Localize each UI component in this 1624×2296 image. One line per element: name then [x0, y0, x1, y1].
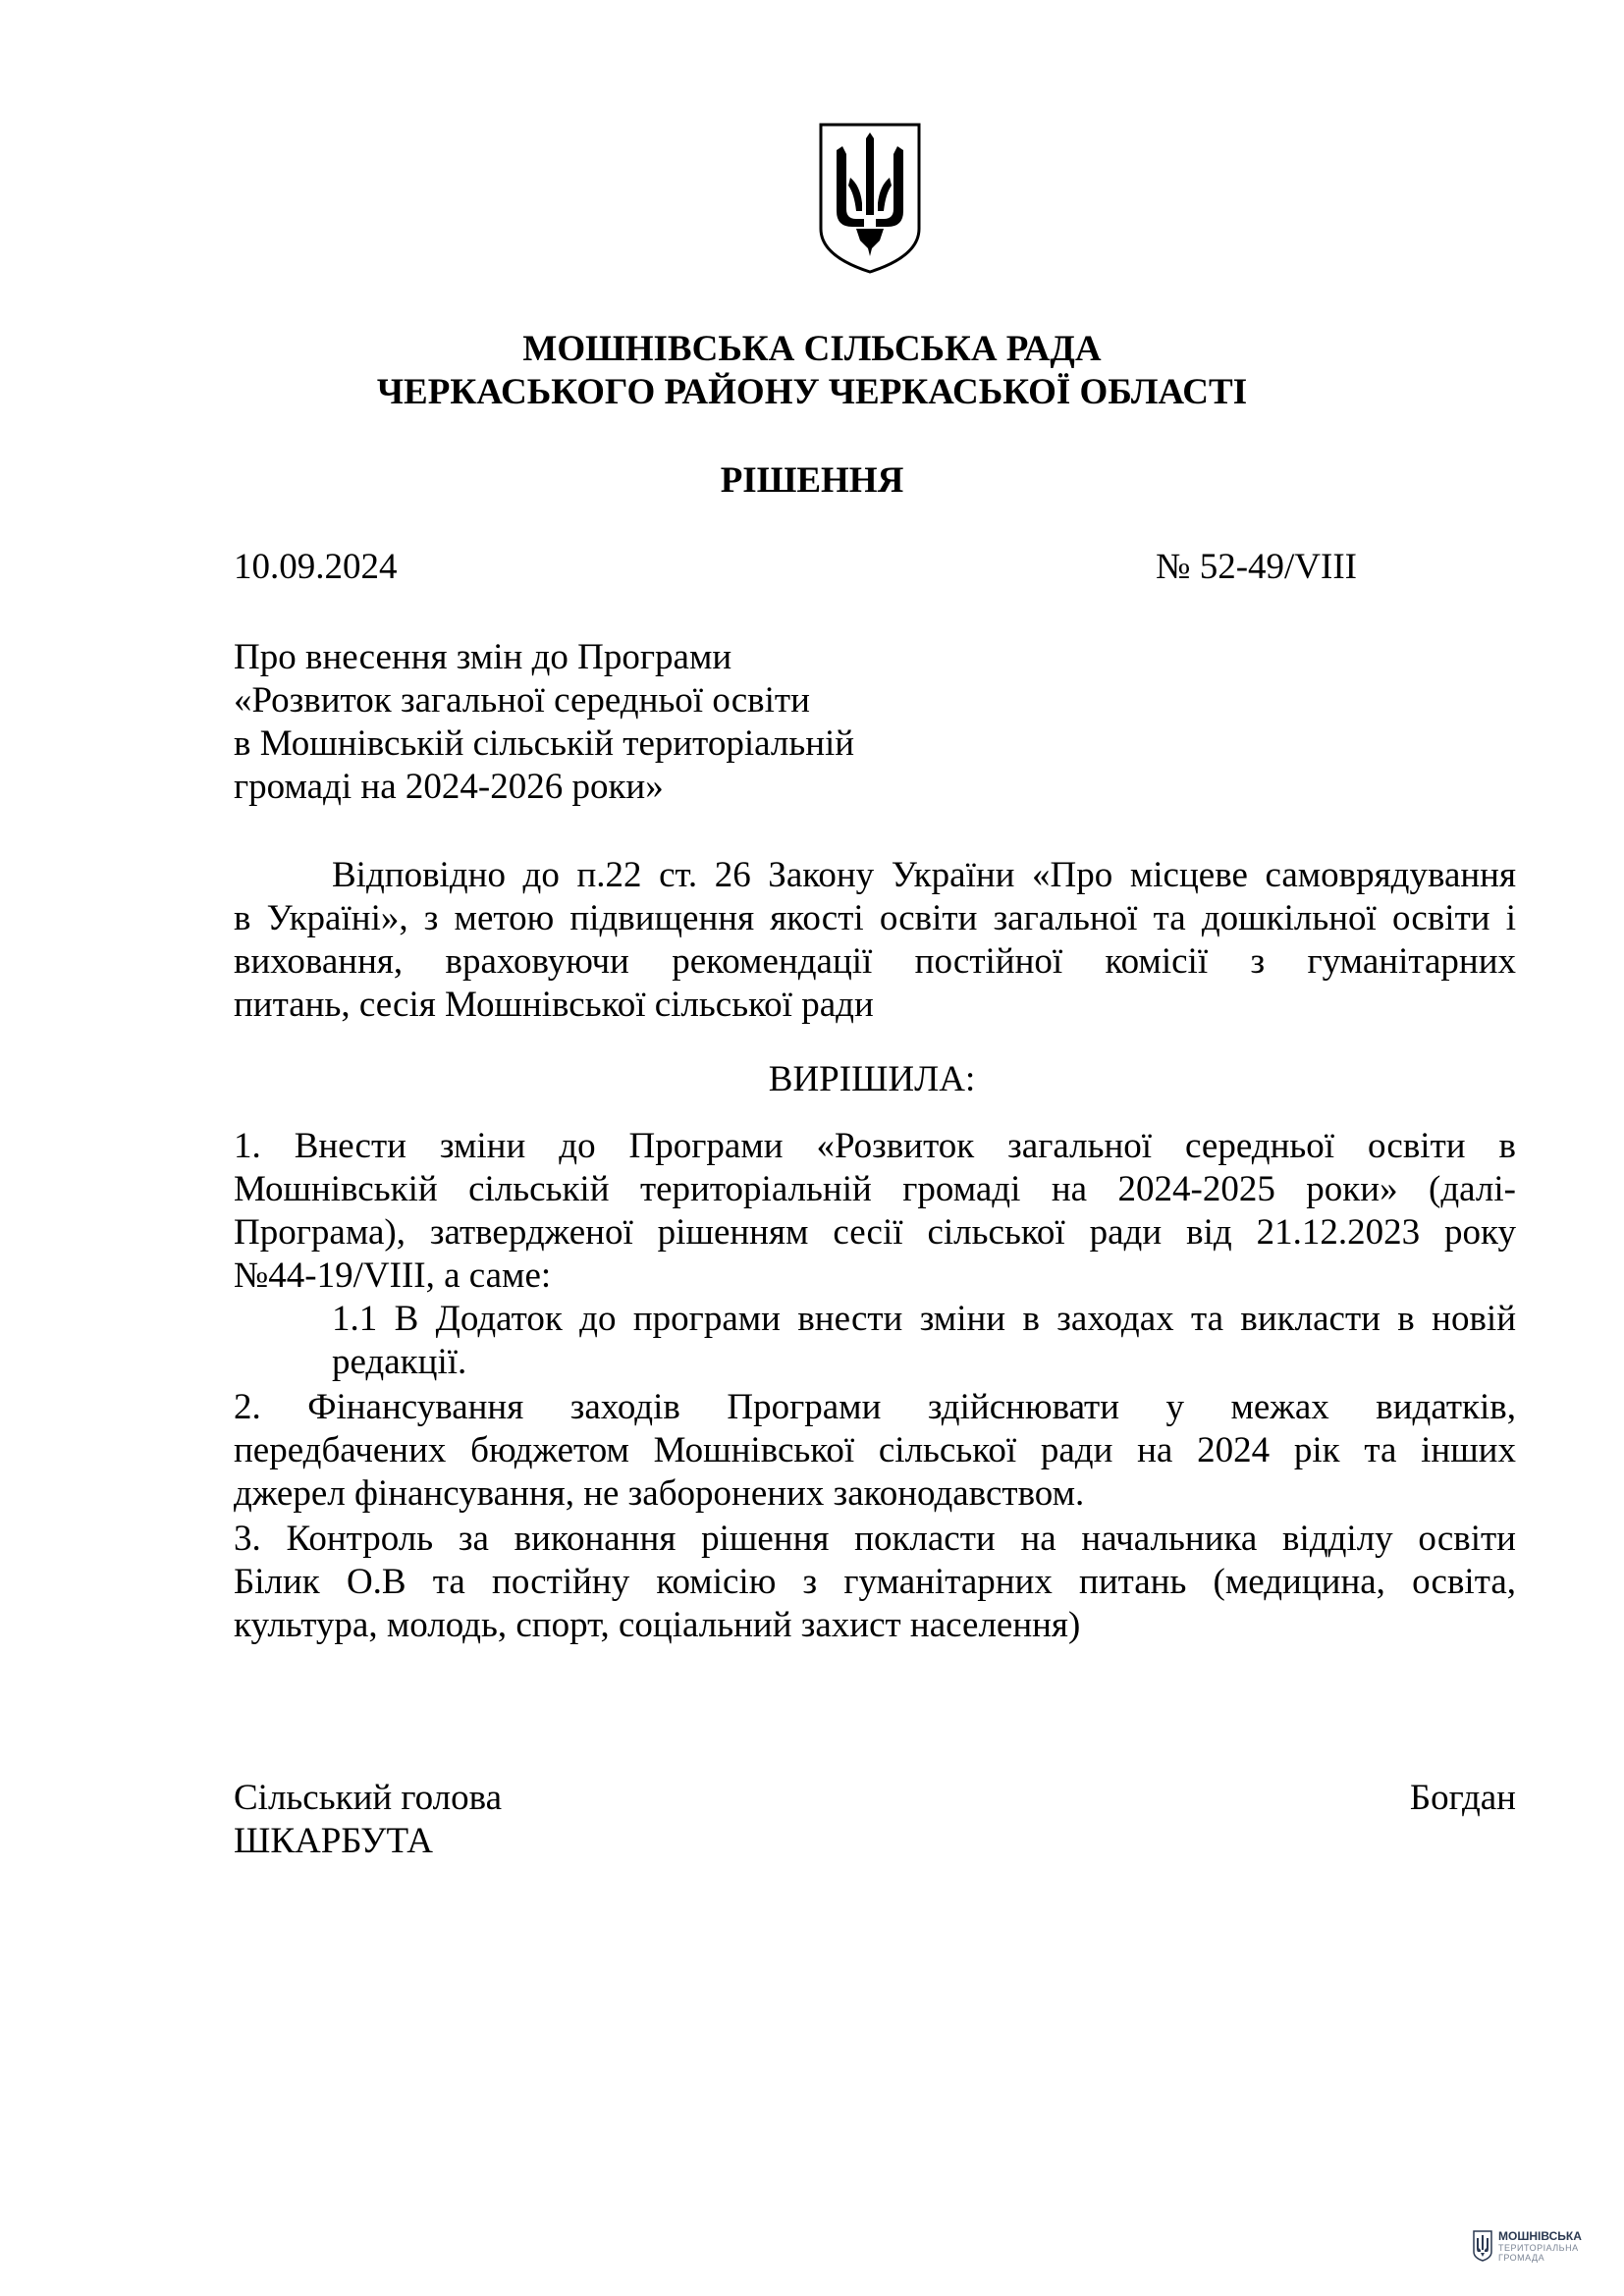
item-line: Мошнівській сільській територіальній громаді на 2024-2025 роки» (далі-	[234, 1169, 1516, 1209]
preamble-line: виховання, враховуючи рекомендації постійної комісії з гуманітарних	[234, 941, 1516, 982]
item-line: Програма), затвердженої рішенням сесії сільської ради від 21.12.2023 року	[234, 1212, 1516, 1253]
council-district: ЧЕРКАСЬКОГО РАЙОНУ ЧЕРКАСЬКОЇ ОБЛАСТІ	[376, 372, 1248, 412]
resolved-heading: ВИРІШИЛА:	[768, 1059, 976, 1099]
preamble-line: Відповідно до п.22 ст. 26 Закону України «Про місцеве самоврядування	[332, 855, 1516, 895]
community-watermark	[1473, 2228, 1610, 2277]
subject-line: громаді на 2024-2026 роки»	[234, 767, 664, 807]
signature-title: Сільський голова	[234, 1778, 503, 1818]
watermark-line: ГРОМАДА	[1498, 2253, 1545, 2263]
subject-line: Про внесення змін до Програми	[234, 637, 732, 677]
preamble-line: в Україні», з метою підвищення якості освіти загальної та дошкільної освіти і	[234, 898, 1516, 938]
document-type-title: РІШЕННЯ	[720, 460, 904, 501]
watermark-line: МОШНІВСЬКА	[1498, 2229, 1582, 2243]
trident-small-icon	[1473, 2230, 1492, 2262]
item-line: культура, молодь, спорт, соціальний захист населення)	[234, 1605, 1081, 1645]
trident-coat-of-arms-icon	[817, 121, 923, 276]
item-line: 1.1 В Додаток до програми внести зміни в заходах та викласти в новій	[332, 1299, 1516, 1339]
decision-date: 10.09.2024	[234, 547, 398, 587]
item-line: передбачених бюджетом Мошнівської сільської ради на 2024 рік та інших	[234, 1430, 1516, 1470]
watermark-line: ТЕРИТОРІАЛЬНА	[1498, 2243, 1579, 2253]
decision-number: № 52-49/VIII	[1156, 547, 1357, 587]
item-line: Білик О.В та постійну комісію з гуманітарних питань (медицина, освіта,	[234, 1562, 1516, 1602]
item-line: №44-19/VIII, а саме:	[234, 1255, 552, 1296]
council-name: МОШНІВСЬКА СІЛЬСЬКА РАДА	[522, 329, 1102, 369]
item-line: 1. Внести зміни до Програми «Розвиток загальної середньої освіти в	[234, 1126, 1516, 1166]
item-line: джерел фінансування, не заборонених законодавством.	[234, 1473, 1085, 1514]
subject-line: «Розвиток загальної середньої освіти	[234, 680, 810, 721]
signature-surname: ШКАРБУТА	[234, 1821, 433, 1861]
preamble-line: питань, сесія Мошнівської сільської ради	[234, 985, 874, 1025]
item-line: 2. Фінансування заходів Програми здійснювати у межах видатків,	[234, 1387, 1516, 1427]
subject-line: в Мошнівській сільській територіальній	[234, 723, 855, 764]
item-line: 3. Контроль за виконання рішення покласти на начальника відділу освіти	[234, 1519, 1516, 1559]
item-line: редакції.	[332, 1342, 467, 1382]
signature-first-name: Богдан	[1409, 1778, 1516, 1818]
